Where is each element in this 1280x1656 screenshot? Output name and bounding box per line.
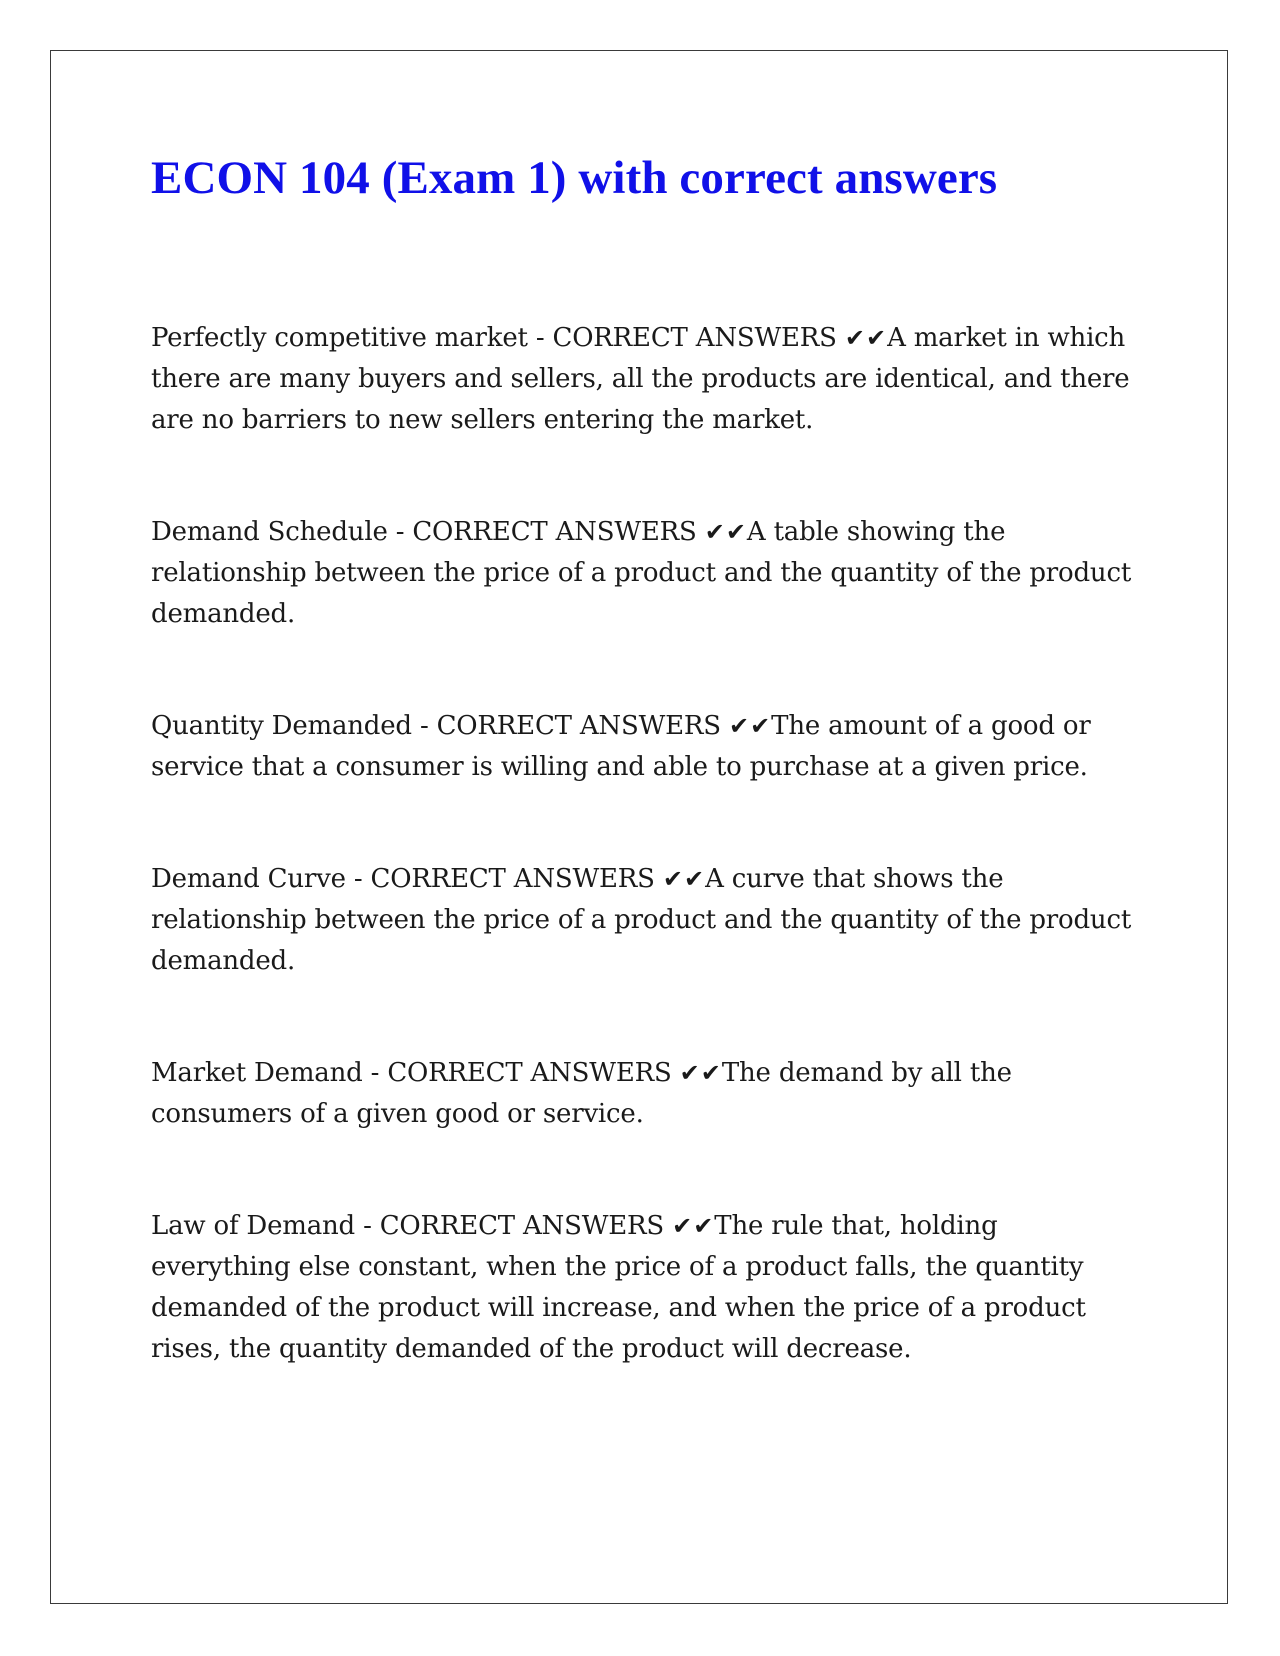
correct-answers-tag: CORRECT ANSWERS [370, 864, 663, 894]
qa-entry [151, 1053, 1141, 1135]
double-check-icon: ✔✔ [672, 1212, 715, 1240]
entry-answer: A table showing the relationship between the price of a product and the quantity of the product demanded. [151, 517, 1132, 629]
qa-entry [151, 512, 1141, 635]
double-check-icon: ✔✔ [662, 865, 706, 893]
qa-list [151, 318, 1141, 1441]
entry-separator: - [387, 517, 413, 547]
double-check-icon: ✔✔ [728, 712, 772, 740]
correct-answers-tag: CORRECT ANSWERS [412, 517, 705, 547]
entry-separator: - [411, 711, 437, 741]
entry-separator: - [527, 323, 553, 353]
correct-answers-tag: CORRECT ANSWERS [379, 1211, 673, 1241]
correct-answers-tag: CORRECT ANSWERS [387, 1058, 680, 1088]
entry-term: Law of Demand [151, 1211, 356, 1241]
entry-term: Market Demand [151, 1058, 363, 1088]
correct-answers-tag: CORRECT ANSWERS [436, 711, 729, 741]
entry-answer: The rule that, holding everything else constant, when the price of a product falls, the quantity demanded of the product will increase, and when the price of a product rises, the quantity demanded of the product will decrease. [151, 1211, 1086, 1364]
entry-answer: The demand by all the consumers of a given good or service. [151, 1058, 1012, 1129]
entry-answer: A market in which there are many buyers and sellers, all the products are identical, and there are no barriers to new sellers entering the market. [151, 323, 1130, 435]
double-check-icon: ✔✔ [704, 518, 747, 546]
double-check-icon: ✔✔ [844, 324, 888, 352]
correct-answers-tag: CORRECT ANSWERS [552, 323, 845, 353]
entry-term: Demand Curve [151, 864, 346, 894]
qa-entry [151, 1206, 1141, 1370]
entry-answer: A curve that shows the relationship between the price of a product and the quantity of the product demanded. [151, 864, 1132, 976]
qa-entry [151, 706, 1141, 788]
entry-answer: The amount of a good or service that a consumer is willing and able to purchase at a given price. [151, 711, 1091, 782]
double-check-icon: ✔✔ [679, 1059, 722, 1087]
entry-term: Demand Schedule [151, 517, 388, 547]
document-title: ECON 104 (Exam 1) with correct answers [151, 152, 998, 204]
qa-entry [151, 318, 1141, 441]
entry-separator: - [355, 1211, 380, 1241]
entry-separator: - [345, 864, 371, 894]
entry-term: Quantity Demanded [151, 711, 412, 741]
entry-term: Perfectly competitive market [151, 323, 528, 353]
qa-entry [151, 859, 1141, 982]
entry-separator: - [362, 1058, 388, 1088]
